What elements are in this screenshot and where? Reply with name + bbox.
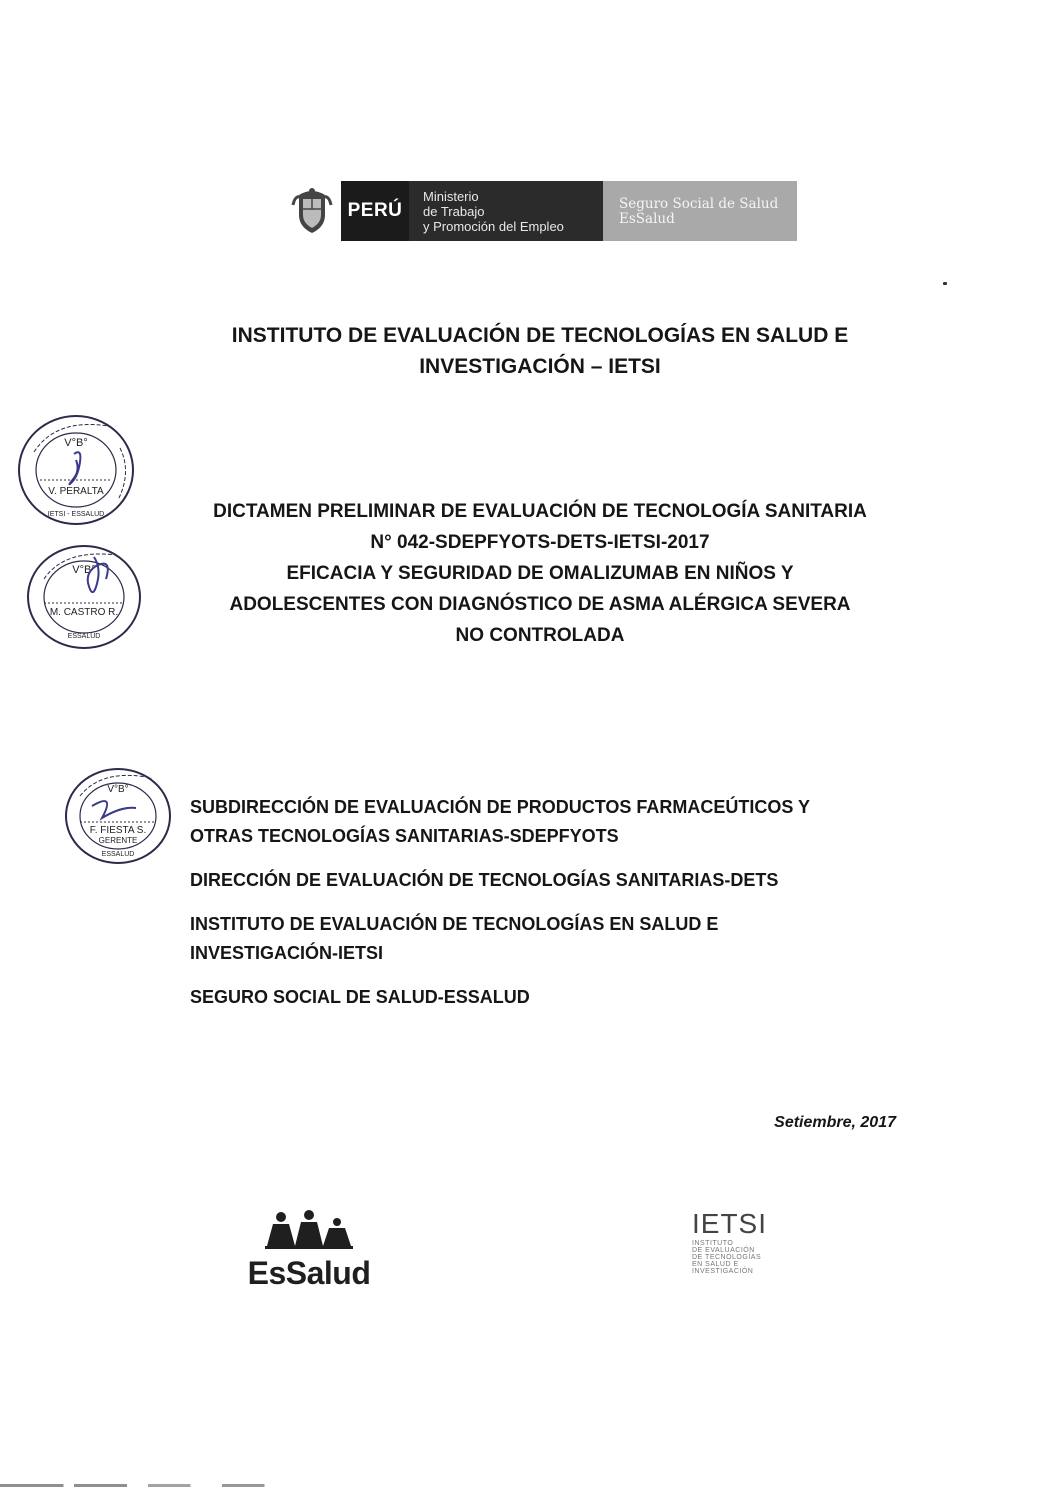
scan-edge-line bbox=[0, 1484, 1058, 1487]
stamp-vb: V°B° bbox=[107, 784, 129, 795]
essalud-entity-label: Seguro Social de Salud EsSalud bbox=[603, 181, 797, 241]
approval-stamp-fiesta bbox=[62, 766, 174, 866]
stamp-vb: V°B° bbox=[72, 564, 96, 576]
org-direccion: DIRECCIÓN DE EVALUACIÓN DE TECNOLOGÍAS SANITARIAS-DETS bbox=[190, 870, 779, 890]
stamp-name: M. CASTRO R. bbox=[49, 607, 119, 618]
peru-coat-of-arms-icon bbox=[283, 181, 341, 241]
stamp-bottom: IETSI - ESSALUD bbox=[47, 511, 105, 518]
essalud-logo bbox=[228, 1210, 390, 1292]
stamp-name: V. PERALTA bbox=[48, 486, 104, 497]
stamp-role: GERENTE bbox=[98, 836, 138, 845]
dictamen-title: DICTAMEN PRELIMINAR DE EVALUACIÓN DE TECNOLOGÍA SANITARIA N° 042-SDEPFYOTS-DETS-IETSI-2017 EFICACIA Y SEGURIDAD DE OMALIZUMAB EN NIÑOS Y ADOLESCENTES CON DIAGNÓSTICO DE ASMA ALÉRGICA SEVERA NO CONTROLADA bbox=[213, 501, 867, 646]
peru-label: PERÚ bbox=[341, 181, 409, 241]
header-logo-banner bbox=[283, 181, 797, 241]
org-subdireccion: SUBDIRECCIÓN DE EVALUACIÓN DE PRODUCTOS FARMACEÚTICOS Y OTRAS TECNOLOGÍAS SANITARIAS-SDEPFYOTS bbox=[190, 797, 811, 846]
stamp-bottom: ESSALUD bbox=[101, 851, 135, 858]
org-seguro: SEGURO SOCIAL DE SALUD-ESSALUD bbox=[190, 987, 530, 1007]
stamp-bottom: ESSALUD bbox=[67, 633, 101, 640]
ietsi-wordmark: IETSI bbox=[692, 1208, 768, 1239]
stamp-name: F. FIESTA S. bbox=[89, 825, 147, 836]
scan-speck bbox=[943, 282, 947, 285]
document-date: Setiembre, 2017 bbox=[774, 1114, 896, 1131]
stamp-vb: V°B° bbox=[64, 437, 88, 449]
institute-title: INSTITUTO DE EVALUACIÓN DE TECNOLOGÍAS EN SALUD E INVESTIGACIÓN – IETSI bbox=[231, 324, 849, 378]
org-instituto: INSTITUTO DE EVALUACIÓN DE TECNOLOGÍAS EN SALUD E INVESTIGACIÓN-IETSI bbox=[190, 914, 719, 963]
ietsi-logo bbox=[692, 1210, 802, 1275]
ministry-label: Ministerio de Trabajo y Promoción del Empleo bbox=[409, 181, 603, 241]
family-figures-icon bbox=[261, 1210, 357, 1252]
essalud-wordmark: EsSalud bbox=[247, 1255, 371, 1291]
ietsi-subtitle: INSTITUTO DE EVALUACIÓN DE TECNOLOGÍAS EN SALUD E INVESTIGACIÓN bbox=[692, 1240, 762, 1275]
